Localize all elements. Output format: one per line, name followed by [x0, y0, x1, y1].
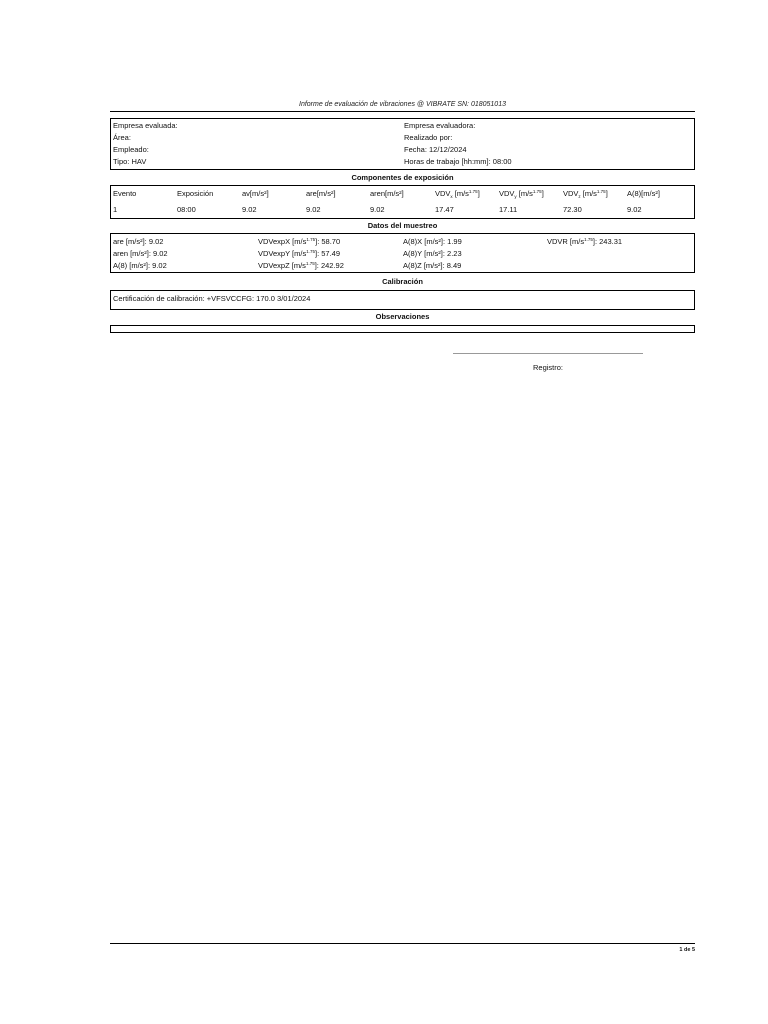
empleado-label: Empleado: — [113, 145, 149, 154]
signature-line — [453, 353, 643, 354]
cell-exposicion: 08:00 — [177, 205, 196, 214]
empresa-evaluadora-label: Empresa evaluadora: — [404, 121, 476, 130]
muestreo-aren: aren [m/s²]: 9.02 — [113, 249, 168, 258]
muestreo-are: are [m/s²]: 9.02 — [113, 237, 164, 246]
header-aren: aren[m/s²] — [370, 189, 404, 198]
cell-are: 9.02 — [306, 205, 321, 214]
cell-av: 9.02 — [242, 205, 257, 214]
calibracion-section-title: Calibración — [382, 277, 423, 286]
header-divider — [110, 111, 695, 112]
cell-aren: 9.02 — [370, 205, 385, 214]
exposicion-table — [110, 185, 695, 219]
muestreo-section-title: Datos del muestreo — [367, 221, 438, 230]
header-av: av[m/s²] — [242, 189, 269, 198]
header-exposicion: Exposición — [177, 189, 214, 198]
header-vdvy: $VDV_y$ $[m/s^{1.75}]$ — [499, 189, 544, 199]
header-a8: A(8)[m/s²] — [627, 189, 660, 198]
header-evento: Evento — [113, 189, 137, 198]
muestreo-a8z: A(8)Z [m/s²]: 8.49 — [403, 261, 462, 270]
cell-vdvy: 17.11 — [499, 205, 518, 214]
muestreo-a8y: A(8)Y [m/s²]: 2.23 — [403, 249, 462, 258]
muestreo-vdvexpz: VDVexpZ $[m/s^{1.75}]$: 242.92 — [258, 261, 344, 270]
observaciones-section-title: Observaciones — [375, 312, 430, 321]
muestreo-vdvexpy: VDVexpY $[m/s^{1.75}]$: 57.49 — [258, 249, 341, 258]
calibracion-box — [110, 290, 695, 310]
info-box — [110, 118, 695, 170]
calibracion-text: Certificación de calibración: +VFSVCCFG: 170.0 3/01/2024 — [113, 294, 311, 303]
muestreo-a8x: A(8)X [m/s²]: 1.99 — [403, 237, 462, 246]
header-vdvz: $VDV_z$ $[m/s^{1.75}]$ — [563, 189, 608, 199]
fecha-label: Fecha: 12/12/2024 — [404, 145, 467, 154]
header-are: are[m/s²] — [306, 189, 336, 198]
muestreo-vdvr: VDVR $[m/s^{1.75}]$: 243.31 — [547, 237, 623, 246]
cell-evento: 1 — [113, 205, 118, 214]
observaciones-box — [110, 325, 695, 333]
cell-vdvx: 17.47 — [435, 205, 454, 214]
header-vdvx: $VDV_x$ $[m/s^{1.75}]$ — [435, 189, 480, 199]
empresa-evaluada-label: Empresa evaluada: — [113, 121, 178, 130]
area-label: Área: — [113, 133, 131, 142]
muestreo-vdvexpx: VDVexpX $[m/s^{1.75}]$: 58.70 — [258, 237, 341, 246]
cell-a8: 9.02 — [627, 205, 642, 214]
muestreo-a8: A(8) [m/s²]: 9.02 — [113, 261, 167, 270]
cell-vdvz: 72.30 — [563, 205, 582, 214]
footer-divider — [110, 943, 695, 944]
registro-label: Registro: — [532, 363, 563, 372]
realizado-por-label: Realizado por: — [404, 133, 453, 142]
horas-trabajo-label: Horas de trabajo [hh:mm]: 08:00 — [404, 157, 512, 166]
page-number: 1 de 5 — [679, 947, 695, 953]
tipo-label: Tipo: HAV — [113, 157, 147, 166]
muestreo-box — [110, 233, 695, 273]
exposicion-section-title: Componentes de exposición — [351, 173, 454, 182]
report-title: Informe de evaluación de vibraciones @ VIBRATE SN: 018051013 — [299, 101, 506, 108]
